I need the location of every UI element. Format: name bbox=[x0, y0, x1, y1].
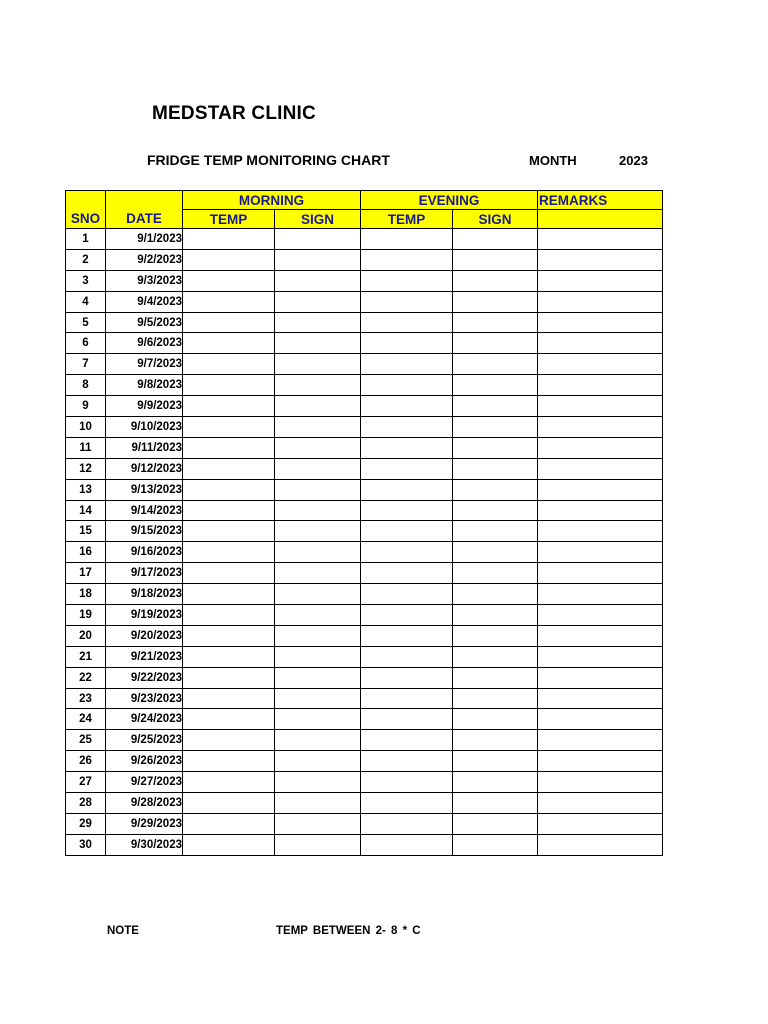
sno-cell: 29 bbox=[66, 813, 106, 834]
date-group-blank bbox=[106, 191, 183, 210]
evening-temp-cell[interactable] bbox=[361, 667, 453, 688]
morning-sign-cell[interactable] bbox=[275, 688, 361, 709]
evening-sign-cell[interactable] bbox=[453, 709, 538, 730]
sno-cell: 18 bbox=[66, 584, 106, 605]
morning-temp-cell[interactable] bbox=[183, 354, 275, 375]
evening-sign-cell[interactable] bbox=[453, 772, 538, 793]
sno-cell: 2 bbox=[66, 249, 106, 270]
evening-temp-cell[interactable] bbox=[361, 500, 453, 521]
remarks-cell[interactable] bbox=[538, 793, 663, 814]
evening-temp-cell[interactable] bbox=[361, 458, 453, 479]
evening-sign-cell[interactable] bbox=[453, 458, 538, 479]
table-row bbox=[66, 667, 663, 688]
table-row bbox=[66, 375, 663, 396]
date-cell: 9/28/2023 bbox=[106, 793, 183, 814]
sno-cell: 21 bbox=[66, 646, 106, 667]
evening-temp-cell[interactable] bbox=[361, 834, 453, 855]
morning-sign-cell[interactable] bbox=[275, 229, 361, 250]
remarks-cell[interactable] bbox=[538, 333, 663, 354]
evening-temp-cell[interactable] bbox=[361, 312, 453, 333]
date-cell: 9/11/2023 bbox=[106, 437, 183, 458]
morning-temp-cell[interactable] bbox=[183, 834, 275, 855]
remarks-cell[interactable] bbox=[538, 605, 663, 626]
morning-temp-cell[interactable] bbox=[183, 417, 275, 438]
table-row bbox=[66, 270, 663, 291]
sno-cell: 12 bbox=[66, 458, 106, 479]
sno-cell: 17 bbox=[66, 563, 106, 584]
sno-cell: 9 bbox=[66, 396, 106, 417]
sno-group-blank bbox=[66, 191, 106, 210]
evening-sign-cell[interactable] bbox=[453, 500, 538, 521]
morning-sign-cell[interactable] bbox=[275, 375, 361, 396]
date-cell: 9/5/2023 bbox=[106, 312, 183, 333]
evening-sign-cell[interactable] bbox=[453, 521, 538, 542]
morning-temp-cell[interactable] bbox=[183, 793, 275, 814]
morning-sign-cell[interactable] bbox=[275, 458, 361, 479]
date-cell: 9/17/2023 bbox=[106, 563, 183, 584]
morning-sign-cell[interactable] bbox=[275, 291, 361, 312]
remarks-cell[interactable] bbox=[538, 834, 663, 855]
remarks-cell[interactable] bbox=[538, 542, 663, 563]
table-row bbox=[66, 312, 663, 333]
table-row bbox=[66, 437, 663, 458]
table-row bbox=[66, 291, 663, 312]
table-row bbox=[66, 813, 663, 834]
sno-cell: 28 bbox=[66, 793, 106, 814]
evening-temp-cell[interactable] bbox=[361, 521, 453, 542]
evening-temp-cell[interactable] bbox=[361, 584, 453, 605]
sno-cell: 27 bbox=[66, 772, 106, 793]
morning-sign-cell[interactable] bbox=[275, 667, 361, 688]
morning-temp-cell[interactable] bbox=[183, 479, 275, 500]
morning-temp-cell[interactable] bbox=[183, 584, 275, 605]
evening-temp-cell[interactable] bbox=[361, 270, 453, 291]
remarks-cell[interactable] bbox=[538, 396, 663, 417]
table-row bbox=[66, 646, 663, 667]
evening-sign-cell[interactable] bbox=[453, 667, 538, 688]
morning-sign-cell[interactable] bbox=[275, 709, 361, 730]
morning-sign-cell[interactable] bbox=[275, 542, 361, 563]
morning-sign-cell[interactable] bbox=[275, 646, 361, 667]
sno-cell: 7 bbox=[66, 354, 106, 375]
evening-sign-cell[interactable] bbox=[453, 813, 538, 834]
sno-cell: 4 bbox=[66, 291, 106, 312]
date-cell: 9/3/2023 bbox=[106, 270, 183, 291]
morning-sign-cell[interactable] bbox=[275, 479, 361, 500]
sno-cell: 24 bbox=[66, 709, 106, 730]
remarks-cell[interactable] bbox=[538, 751, 663, 772]
sno-cell: 3 bbox=[66, 270, 106, 291]
morning-temp-cell[interactable] bbox=[183, 563, 275, 584]
evening-group-header: EVENING bbox=[361, 191, 538, 210]
morning-temp-cell[interactable] bbox=[183, 437, 275, 458]
date-cell: 9/7/2023 bbox=[106, 354, 183, 375]
evening-temp-cell[interactable] bbox=[361, 793, 453, 814]
morning-temp-cell[interactable] bbox=[183, 730, 275, 751]
table-row bbox=[66, 354, 663, 375]
table-row bbox=[66, 500, 663, 521]
morning-sign-cell[interactable] bbox=[275, 249, 361, 270]
morning-temp-cell[interactable] bbox=[183, 229, 275, 250]
morning-temp-cell[interactable] bbox=[183, 270, 275, 291]
date-cell: 9/18/2023 bbox=[106, 584, 183, 605]
sno-cell: 20 bbox=[66, 625, 106, 646]
remarks-cell[interactable] bbox=[538, 291, 663, 312]
sno-cell: 10 bbox=[66, 417, 106, 438]
sno-header: SNO bbox=[66, 210, 106, 229]
morning-temp-cell[interactable] bbox=[183, 333, 275, 354]
remarks-cell[interactable] bbox=[538, 229, 663, 250]
evening-temp-cell[interactable] bbox=[361, 730, 453, 751]
date-cell: 9/13/2023 bbox=[106, 479, 183, 500]
morning-sign-header: SIGN bbox=[275, 210, 361, 229]
morning-sign-cell[interactable] bbox=[275, 333, 361, 354]
morning-sign-cell[interactable] bbox=[275, 605, 361, 626]
remarks-cell[interactable] bbox=[538, 354, 663, 375]
remarks-cell[interactable] bbox=[538, 646, 663, 667]
evening-temp-cell[interactable] bbox=[361, 437, 453, 458]
remarks-cell[interactable] bbox=[538, 688, 663, 709]
sno-cell: 23 bbox=[66, 688, 106, 709]
evening-temp-cell[interactable] bbox=[361, 751, 453, 772]
date-cell: 9/4/2023 bbox=[106, 291, 183, 312]
remarks-cell[interactable] bbox=[538, 667, 663, 688]
morning-temp-header: TEMP bbox=[183, 210, 275, 229]
evening-temp-cell[interactable] bbox=[361, 772, 453, 793]
morning-sign-cell[interactable] bbox=[275, 625, 361, 646]
remarks-cell[interactable] bbox=[538, 417, 663, 438]
table-row bbox=[66, 458, 663, 479]
date-cell: 9/22/2023 bbox=[106, 667, 183, 688]
morning-temp-cell[interactable] bbox=[183, 521, 275, 542]
sno-cell: 22 bbox=[66, 667, 106, 688]
evening-sign-cell[interactable] bbox=[453, 291, 538, 312]
date-cell: 9/1/2023 bbox=[106, 229, 183, 250]
sno-cell: 1 bbox=[66, 229, 106, 250]
sno-cell: 5 bbox=[66, 312, 106, 333]
date-cell: 9/21/2023 bbox=[106, 646, 183, 667]
morning-sign-cell[interactable] bbox=[275, 437, 361, 458]
evening-sign-cell[interactable] bbox=[453, 479, 538, 500]
month-value: 2023 bbox=[619, 153, 648, 168]
remarks-cell[interactable] bbox=[538, 625, 663, 646]
clinic-name: MEDSTAR CLINIC bbox=[152, 103, 316, 124]
evening-temp-cell[interactable] bbox=[361, 709, 453, 730]
evening-sign-cell[interactable] bbox=[453, 688, 538, 709]
table-row bbox=[66, 563, 663, 584]
evening-sign-cell[interactable] bbox=[453, 730, 538, 751]
evening-temp-cell[interactable] bbox=[361, 375, 453, 396]
sno-cell: 11 bbox=[66, 437, 106, 458]
remarks-cell[interactable] bbox=[538, 458, 663, 479]
date-cell: 9/10/2023 bbox=[106, 417, 183, 438]
table-row bbox=[66, 730, 663, 751]
evening-sign-cell[interactable] bbox=[453, 625, 538, 646]
date-header: DATE bbox=[106, 210, 183, 229]
morning-sign-cell[interactable] bbox=[275, 751, 361, 772]
log-body bbox=[66, 229, 663, 856]
morning-temp-cell[interactable] bbox=[183, 667, 275, 688]
remarks-cell[interactable] bbox=[538, 375, 663, 396]
evening-temp-cell[interactable] bbox=[361, 646, 453, 667]
morning-sign-cell[interactable] bbox=[275, 312, 361, 333]
morning-sign-cell[interactable] bbox=[275, 521, 361, 542]
evening-temp-cell[interactable] bbox=[361, 396, 453, 417]
date-cell: 9/14/2023 bbox=[106, 500, 183, 521]
evening-temp-cell[interactable] bbox=[361, 563, 453, 584]
evening-sign-cell[interactable] bbox=[453, 354, 538, 375]
remarks-cell[interactable] bbox=[538, 521, 663, 542]
remarks-cell[interactable] bbox=[538, 437, 663, 458]
evening-sign-cell[interactable] bbox=[453, 249, 538, 270]
note-label: NOTE bbox=[107, 925, 139, 937]
evening-temp-cell[interactable] bbox=[361, 542, 453, 563]
remarks-subheader bbox=[538, 210, 663, 229]
table-row bbox=[66, 542, 663, 563]
table-row bbox=[66, 521, 663, 542]
morning-temp-cell[interactable] bbox=[183, 709, 275, 730]
date-cell: 9/24/2023 bbox=[106, 709, 183, 730]
sno-cell: 25 bbox=[66, 730, 106, 751]
table-row bbox=[66, 417, 663, 438]
morning-sign-cell[interactable] bbox=[275, 417, 361, 438]
date-cell: 9/26/2023 bbox=[106, 751, 183, 772]
morning-temp-cell[interactable] bbox=[183, 396, 275, 417]
table-row bbox=[66, 333, 663, 354]
table-row bbox=[66, 688, 663, 709]
date-cell: 9/29/2023 bbox=[106, 813, 183, 834]
chart-title: FRIDGE TEMP MONITORING CHART bbox=[147, 152, 390, 168]
sno-cell: 19 bbox=[66, 605, 106, 626]
table-row bbox=[66, 249, 663, 270]
morning-sign-cell[interactable] bbox=[275, 813, 361, 834]
remarks-cell[interactable] bbox=[538, 249, 663, 270]
morning-sign-cell[interactable] bbox=[275, 584, 361, 605]
sno-cell: 26 bbox=[66, 751, 106, 772]
date-cell: 9/27/2023 bbox=[106, 772, 183, 793]
morning-sign-cell[interactable] bbox=[275, 270, 361, 291]
evening-sign-cell[interactable] bbox=[453, 646, 538, 667]
sno-cell: 15 bbox=[66, 521, 106, 542]
evening-sign-cell[interactable] bbox=[453, 229, 538, 250]
table-row bbox=[66, 793, 663, 814]
temperature-log-table bbox=[65, 190, 663, 856]
morning-temp-cell[interactable] bbox=[183, 291, 275, 312]
group-header-row bbox=[66, 191, 663, 210]
morning-temp-cell[interactable] bbox=[183, 249, 275, 270]
sno-cell: 14 bbox=[66, 500, 106, 521]
evening-temp-cell[interactable] bbox=[361, 479, 453, 500]
evening-sign-cell[interactable] bbox=[453, 834, 538, 855]
table-row bbox=[66, 396, 663, 417]
morning-temp-cell[interactable] bbox=[183, 813, 275, 834]
remarks-header: REMARKS bbox=[538, 191, 663, 210]
morning-temp-cell[interactable] bbox=[183, 772, 275, 793]
evening-temp-cell[interactable] bbox=[361, 229, 453, 250]
morning-temp-cell[interactable] bbox=[183, 646, 275, 667]
evening-temp-cell[interactable] bbox=[361, 249, 453, 270]
date-cell: 9/20/2023 bbox=[106, 625, 183, 646]
remarks-cell[interactable] bbox=[538, 500, 663, 521]
evening-sign-cell[interactable] bbox=[453, 312, 538, 333]
sno-cell: 13 bbox=[66, 479, 106, 500]
evening-temp-cell[interactable] bbox=[361, 605, 453, 626]
morning-temp-cell[interactable] bbox=[183, 458, 275, 479]
morning-sign-cell[interactable] bbox=[275, 354, 361, 375]
evening-temp-cell[interactable] bbox=[361, 688, 453, 709]
date-cell: 9/30/2023 bbox=[106, 834, 183, 855]
date-cell: 9/2/2023 bbox=[106, 249, 183, 270]
evening-sign-cell[interactable] bbox=[453, 437, 538, 458]
sno-cell: 16 bbox=[66, 542, 106, 563]
morning-temp-cell[interactable] bbox=[183, 688, 275, 709]
evening-temp-cell[interactable] bbox=[361, 291, 453, 312]
date-cell: 9/19/2023 bbox=[106, 605, 183, 626]
remarks-cell[interactable] bbox=[538, 709, 663, 730]
evening-sign-cell[interactable] bbox=[453, 751, 538, 772]
evening-sign-cell[interactable] bbox=[453, 375, 538, 396]
evening-sign-cell[interactable] bbox=[453, 563, 538, 584]
date-cell: 9/12/2023 bbox=[106, 458, 183, 479]
morning-temp-cell[interactable] bbox=[183, 375, 275, 396]
morning-sign-cell[interactable] bbox=[275, 772, 361, 793]
remarks-cell[interactable] bbox=[538, 312, 663, 333]
table-row bbox=[66, 584, 663, 605]
table-row bbox=[66, 605, 663, 626]
morning-sign-cell[interactable] bbox=[275, 396, 361, 417]
remarks-cell[interactable] bbox=[538, 730, 663, 751]
evening-temp-header: TEMP bbox=[361, 210, 453, 229]
evening-temp-cell[interactable] bbox=[361, 625, 453, 646]
sno-cell: 8 bbox=[66, 375, 106, 396]
evening-sign-cell[interactable] bbox=[453, 793, 538, 814]
morning-group-header: MORNING bbox=[183, 191, 361, 210]
evening-sign-cell[interactable] bbox=[453, 396, 538, 417]
date-cell: 9/23/2023 bbox=[106, 688, 183, 709]
table-row bbox=[66, 229, 663, 250]
evening-temp-cell[interactable] bbox=[361, 333, 453, 354]
date-cell: 9/6/2023 bbox=[106, 333, 183, 354]
evening-sign-cell[interactable] bbox=[453, 333, 538, 354]
date-cell: 9/25/2023 bbox=[106, 730, 183, 751]
morning-temp-cell[interactable] bbox=[183, 605, 275, 626]
morning-temp-cell[interactable] bbox=[183, 500, 275, 521]
evening-sign-cell[interactable] bbox=[453, 542, 538, 563]
date-cell: 9/15/2023 bbox=[106, 521, 183, 542]
evening-temp-cell[interactable] bbox=[361, 354, 453, 375]
morning-sign-cell[interactable] bbox=[275, 500, 361, 521]
table-row bbox=[66, 625, 663, 646]
remarks-cell[interactable] bbox=[538, 479, 663, 500]
evening-sign-cell[interactable] bbox=[453, 270, 538, 291]
evening-sign-cell[interactable] bbox=[453, 584, 538, 605]
morning-sign-cell[interactable] bbox=[275, 793, 361, 814]
morning-temp-cell[interactable] bbox=[183, 751, 275, 772]
morning-temp-cell[interactable] bbox=[183, 542, 275, 563]
morning-sign-cell[interactable] bbox=[275, 730, 361, 751]
date-cell: 9/16/2023 bbox=[106, 542, 183, 563]
table-row bbox=[66, 772, 663, 793]
table-row bbox=[66, 834, 663, 855]
month-label: MONTH bbox=[529, 153, 577, 168]
evening-sign-header: SIGN bbox=[453, 210, 538, 229]
table-row bbox=[66, 751, 663, 772]
remarks-cell[interactable] bbox=[538, 563, 663, 584]
remarks-cell[interactable] bbox=[538, 813, 663, 834]
remarks-cell[interactable] bbox=[538, 772, 663, 793]
morning-temp-cell[interactable] bbox=[183, 625, 275, 646]
table-row bbox=[66, 479, 663, 500]
evening-temp-cell[interactable] bbox=[361, 813, 453, 834]
morning-temp-cell[interactable] bbox=[183, 312, 275, 333]
date-cell: 9/9/2023 bbox=[106, 396, 183, 417]
table-row bbox=[66, 709, 663, 730]
note-text: TEMP BETWEEN 2- 8 * C bbox=[276, 925, 421, 937]
morning-sign-cell[interactable] bbox=[275, 834, 361, 855]
column-header-row bbox=[66, 210, 663, 229]
remarks-cell[interactable] bbox=[538, 270, 663, 291]
sno-cell: 6 bbox=[66, 333, 106, 354]
evening-sign-cell[interactable] bbox=[453, 605, 538, 626]
remarks-cell[interactable] bbox=[538, 584, 663, 605]
date-cell: 9/8/2023 bbox=[106, 375, 183, 396]
sno-cell: 30 bbox=[66, 834, 106, 855]
morning-sign-cell[interactable] bbox=[275, 563, 361, 584]
evening-sign-cell[interactable] bbox=[453, 417, 538, 438]
evening-temp-cell[interactable] bbox=[361, 417, 453, 438]
